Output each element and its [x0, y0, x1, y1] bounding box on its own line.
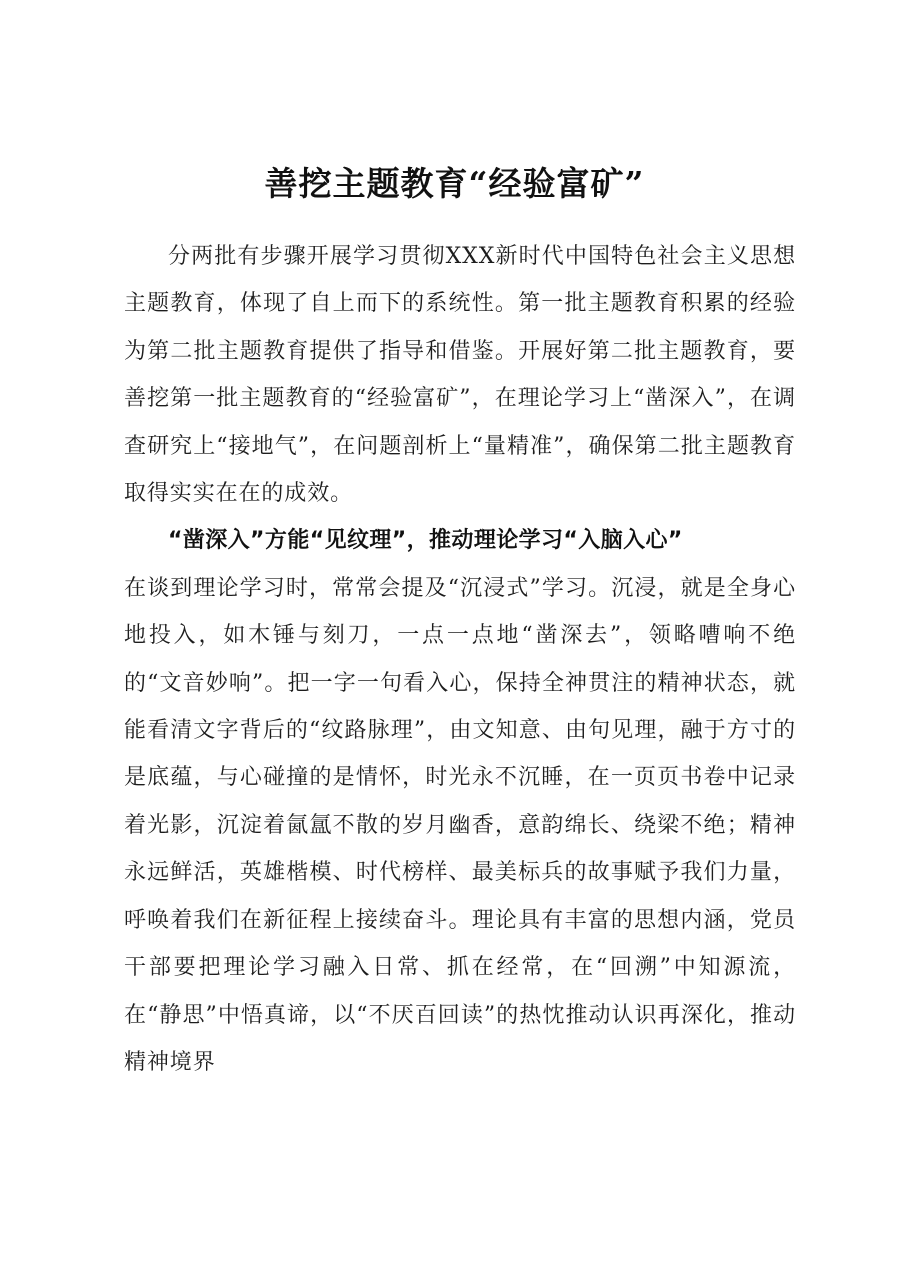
intro-paragraph: 分两批有步骤开展学习贯彻XXX新时代中国特色社会主义思想主题教育，体现了自上而下的系统性。第一批主题教育积累的经验为第二批主题教育提供了指导和借鉴。开展好第二批主题教育，要善挖第一批主题教育的“经验富矿”，在理论学习上“凿深入”，在调查研究上“接地气”，在问题剖析上“量精准”，确保第二批主题教育取得实实在在的成效。 — [124, 244, 796, 507]
section-heading: “凿深入”方能“见纹理”，推动理论学习“入脑入心” — [168, 528, 683, 554]
document-body — [124, 233, 796, 1086]
document-title: 善挖主题教育“经验富矿” — [264, 164, 645, 203]
section-paragraph: 在谈到理论学习时，常常会提及“沉浸式”学习。沉浸，就是全身心地投入，如木锤与刻刀，一点一点地“凿深去”，领略嘈响不绝的“文音妙响”。把一字一句看入心，保持全神贯注的精神状态，就能看清文字背后的“纹路脉理”，由文知意、由句见理，融于方寸的是底蕴，与心碰撞的是情怀，时光永不沉睡，在一页页书卷中记录着光影，沉淀着氤氲不散的岁月幽香，意韵绵长、绕梁不绝；精神永远鲜活，英雄楷模、时代榜样、最美标兵的故事赋予我们力量，呼唤着我们在新征程上接续奋斗。理论具有丰富的思想内涵，党员干部要把理论学习融入日常、抓在经常，在“回溯”中知源流，在“静思”中悟真谛，以“不厌百回读”的热忱推动认识再深化，推动精神境界 — [124, 575, 796, 1075]
